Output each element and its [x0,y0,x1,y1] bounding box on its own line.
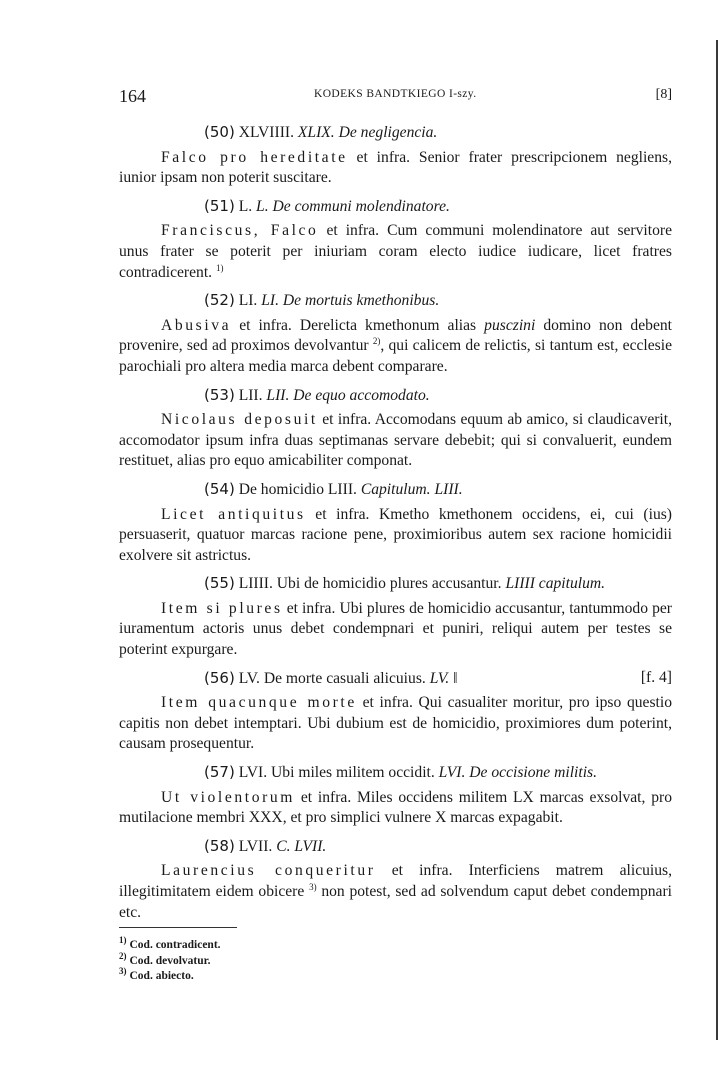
section-heading-54: (54) De homicidio LIII. Capitulum. LIII. [204,479,463,498]
section-paragraph-50: Falco pro hereditate et infra. Senior frater prescripcionem negliens, iunior ipsam non poterit suscitare. [119,148,672,187]
section-heading-50: (50) XLVIIII. XLIX. De negligencia. [204,123,438,141]
footnote-1: $^{1)}$ Cod. contradicent. [119,935,221,951]
section-number: [8] [655,87,672,102]
section-paragraph-56: Item quacunque morte et infra. Qui casualiter moritur, pro ipso questio capitis non debet intemptari. Ubi dubium est de homicidio, proximiores dum poterint, causam prosequentur. [119,694,672,753]
footnotes [119,935,221,985]
footnote-ref: 3) [309,881,317,892]
footnote-ref: 1) [215,262,224,273]
section-heading-55: (55) LIIII. Ubi de homicidio plures accusantur. LIIII capitulum. [204,574,606,593]
section-paragraph-52: Abusiva et infra. Derelicta kmethonum alias pusczini domino non debent provenire, sed ad proximos devolvantur $^{2)}$, qui calicem de relictis, si tantum est, ecclesie parochiali pro altera media marca debent comparare. [119,316,672,375]
running-header [119,86,672,108]
main-text [119,122,672,923]
footnote-2: $^{2)}$ Cod. devolvatur. [119,950,211,967]
section-paragraph-53: Nicolaus deposuit et infra. Accomodans equum ab amico, si claudicaverit, accomodator ipsum infra duas septimanas servare debebit; qui si convaluerit, eundem restituet, alias pro equo amicabiliter componat. [119,411,672,470]
section-paragraph-58: Laurencius conqueritur et infra. Interficiens matrem alicuius, illegitimitatem eidem obicere $^{3)}$ non potest, sed ad solvendum caput debet condempnari etc. [119,862,673,921]
section-heading-56: (56) LV. De morte casuali alicuius. LV. ‖ [f. 4] [204,668,672,687]
section-heading-52: (52) LI. LI. De mortuis kmethonibus. [204,291,440,310]
footnote-rule [119,927,237,928]
section-paragraph-55: Item si plures et infra. Ubi plures de homicidio accusantur, tantummodo per iuramentum actoris unus debet condempnari et puniri, reliqui autem per testes se poterint expurgare. [119,599,672,659]
folio-marker: [f. 4] [640,668,672,686]
section-paragraph-54: Licet antiquitus et infra. Kmetho kmethonem occidens, ei, cui (ius) persuaserit, quatuor marcas racione pene, proximioribus autem sex racione homicidii exolvere sit astrictus. [119,505,672,564]
section-heading-53: (53) LII. LII. De equo accomodato. [204,385,430,404]
section-heading-51: (51) L. L. De communi molendinatore. [204,196,450,215]
footnote-3: $^{3)}$ Cod. abiecto. [119,966,194,982]
footnote-ref: 2) [372,336,381,347]
section-paragraph-51: Franciscus, Falco et infra. Cum communi molendinatore aut servitore unus frater se poterit per iniuriam coram electo iudice iudicare, licet fratres contradicerent. $^{1)}$ [119,222,672,281]
section-heading-57: (57) LVI. Ubi miles militem occidit. LVI. De occisione militis. [204,763,598,782]
page-number: 164 [119,86,146,106]
section-paragraph-57: Ut violentorum et infra. Miles occidens militem LX marcas exsolvat, pro mutilacione membri XXX, et pro simplici vulnere X marcas expagabit. [119,788,672,827]
running-title: KODEKS BANDTKIEGO I-szy. [314,88,477,100]
section-heading-58: (58) LVII. C. LVII. [204,836,327,855]
page-edge-rule [716,40,718,1040]
